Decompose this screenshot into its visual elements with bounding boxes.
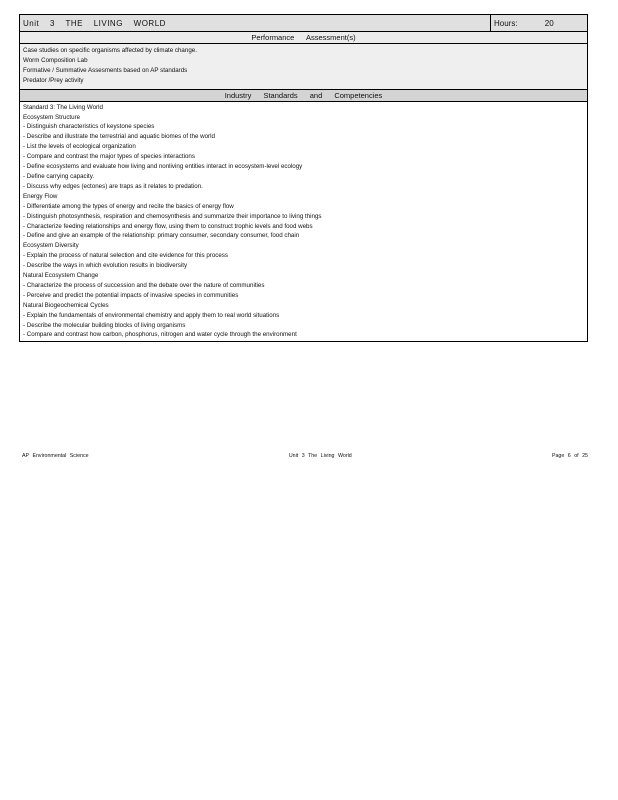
standard-line: - Characterize the process of succession and the debate over the nature of communities xyxy=(23,281,265,289)
standard-line: - Discuss why edges (ectones) are traps as it relates to predation. xyxy=(23,182,203,190)
footer-page-number: Page 6 of 25 xyxy=(551,453,588,459)
footer-unit: Unit 3 The Living World xyxy=(288,453,352,459)
performance-list xyxy=(20,44,587,90)
standard-line: - Define and give an example of the relationship: primary consumer, secondary consumer, food chain xyxy=(23,232,300,240)
performance-line: Predator /Prey activity xyxy=(23,76,84,84)
standard-line: - List the levels of ecological organization xyxy=(23,143,136,151)
unit-title: Unit 3 THE LIVING WORLD xyxy=(23,18,166,28)
performance-heading: Performance Assessment(s) xyxy=(20,32,587,44)
standard-line: - Define ecosystems and evaluate how living and nonliving entities interact in ecosystem-level ecology xyxy=(23,163,303,171)
standard-line: - Describe the ways in which evolution results in biodiversity xyxy=(23,262,188,270)
footer-course: AP Environmental Science xyxy=(22,453,89,459)
standard-line: - Compare and contrast how carbon, phosphorus, nitrogen and water cycle through the environment xyxy=(23,331,297,339)
standard-line: Natural Ecosystem Change xyxy=(23,272,99,280)
standards-heading: Industry Standards and Competencies xyxy=(20,90,587,102)
performance-line: Formative / Summative Assesments based on AP standards xyxy=(23,66,188,74)
standard-line: - Distinguish photosynthesis, respiration and chemosynthesis and summarize their importance to living things xyxy=(23,212,322,220)
standard-line: - Define carrying capacity. xyxy=(23,172,95,180)
page-footer xyxy=(22,453,588,459)
unit-table xyxy=(19,14,588,342)
standard-line: Standard 3: The Living World xyxy=(23,103,103,111)
standard-line: Ecosystem Diversity xyxy=(23,242,79,250)
standard-line: - Describe and illustrate the terrestrial and aquatic biomes of the world xyxy=(23,133,215,141)
standard-line: Natural Biogeochemical Cycles xyxy=(23,301,109,309)
unit-header-row xyxy=(20,15,587,32)
standard-line: - Explain the fundamentals of environmental chemistry and apply them to real world situations xyxy=(23,311,280,319)
standard-line: Energy Flow xyxy=(23,192,58,200)
standards-list xyxy=(20,102,587,342)
performance-line: Worm Composition Lab xyxy=(23,56,88,64)
standard-line: Ecosystem Structure xyxy=(23,113,81,121)
hours-label: Hours: 20 xyxy=(490,15,587,31)
standard-line: - Perceive and predict the potential impacts of invasive species in communities xyxy=(23,291,239,299)
standard-line: - Distinguish characteristics of keystone species xyxy=(23,123,155,131)
standard-line: - Characterize feeding relationships and energy flow, using them to construct trophic levels and food webs xyxy=(23,222,313,230)
standard-line: - Differentiate among the types of energy and recite the basics of energy flow xyxy=(23,202,234,210)
standard-line: - Explain the process of natural selection and cite evidence for this process xyxy=(23,252,228,260)
performance-line: Case studies on specific organisms affected by climate change. xyxy=(23,47,197,54)
standard-line: - Describe the molecular building blocks of living organisms xyxy=(23,321,186,329)
standard-line: - Compare and contrast the major types of species interactions xyxy=(23,153,195,161)
